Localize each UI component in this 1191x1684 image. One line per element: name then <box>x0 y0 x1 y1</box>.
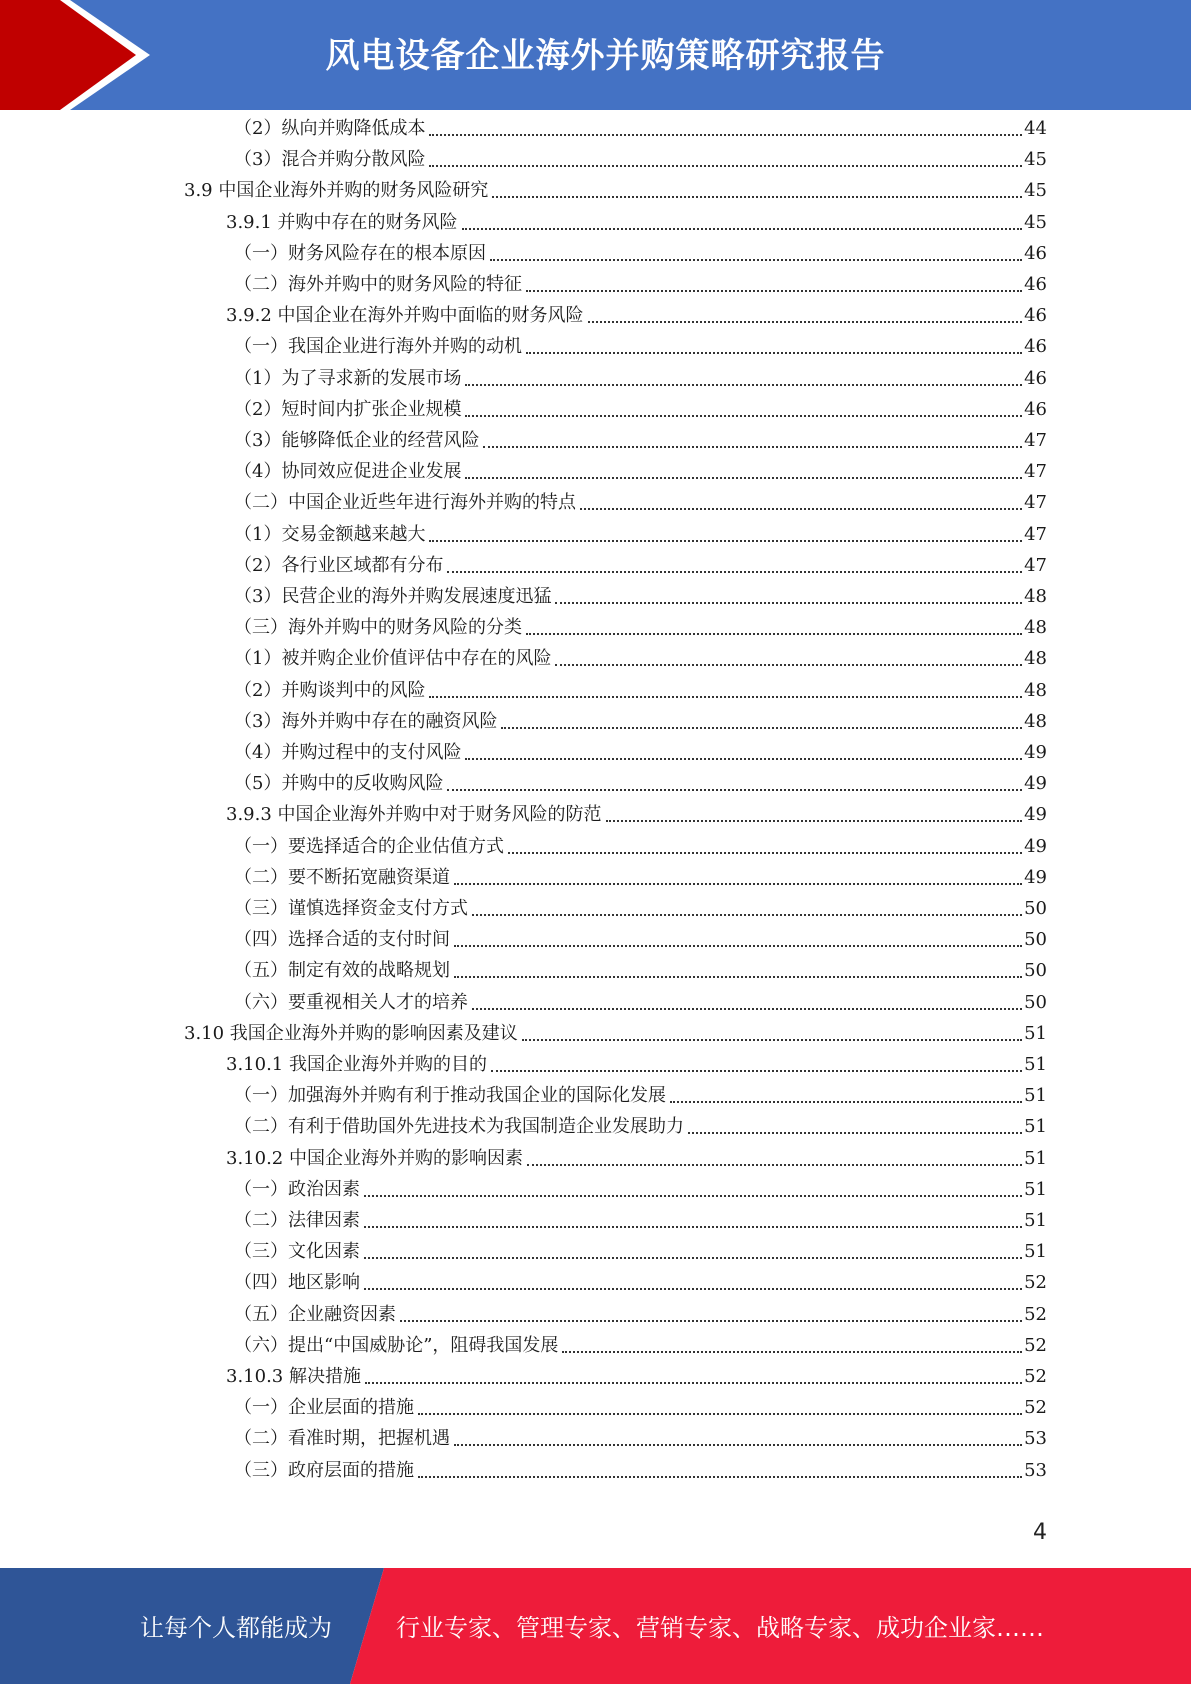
toc-dot-leader <box>606 820 1023 822</box>
toc-dot-leader <box>490 259 1022 261</box>
toc-entry-page: 51 <box>1024 1241 1047 1263</box>
toc-dot-leader <box>562 1351 1022 1353</box>
toc-dot-leader <box>429 540 1022 542</box>
toc-dot-leader <box>447 789 1022 791</box>
toc-entry-label: （四）地区影响 <box>234 1272 360 1294</box>
toc-entry[interactable] <box>234 925 1047 955</box>
toc-entry[interactable] <box>234 863 1047 893</box>
toc-entry-page: 51 <box>1024 1054 1047 1075</box>
toc-dot-leader <box>472 914 1022 916</box>
toc-entry[interactable] <box>234 1175 1047 1205</box>
toc-entry-label: （三）文化因素 <box>234 1241 360 1263</box>
toc-dot-leader <box>465 477 1022 479</box>
toc-entry-label: （4）并购过程中的支付风险 <box>234 742 462 763</box>
toc-entry[interactable] <box>234 457 1047 487</box>
toc-entry[interactable] <box>234 1206 1047 1236</box>
toc-entry-label: （三）政府层面的措施 <box>234 1459 414 1481</box>
toc-dot-leader <box>465 415 1022 417</box>
toc-entry[interactable] <box>234 1456 1047 1486</box>
toc-entry[interactable] <box>234 644 1047 674</box>
toc-entry-page: 47 <box>1024 461 1047 483</box>
toc-entry[interactable] <box>226 301 1047 331</box>
toc-entry[interactable] <box>234 551 1047 581</box>
toc-entry-page: 51 <box>1024 1147 1047 1169</box>
toc-entry-label: 3.9 中国企业海外并购的财务风险研究 <box>184 180 489 202</box>
toc-dot-leader <box>447 571 1022 573</box>
toc-dot-leader <box>400 1320 1022 1322</box>
toc-entry[interactable] <box>234 1081 1047 1111</box>
toc-entry-label: 3.9.3 中国企业海外并购中对于财务风险的防范 <box>226 804 602 826</box>
toc-entry-page: 48 <box>1024 617 1047 639</box>
toc-entry-page: 50 <box>1024 960 1047 982</box>
toc-entry[interactable] <box>234 956 1047 986</box>
toc-entry-page: 46 <box>1024 367 1047 389</box>
toc-entry[interactable] <box>234 488 1047 518</box>
toc-entry[interactable] <box>234 707 1047 737</box>
toc-entry-label: （3）混合并购分散风险 <box>234 149 426 171</box>
toc-entry-label: 3.9.2 中国企业在海外并购中面临的财务风险 <box>226 305 584 327</box>
toc-dot-leader <box>491 1070 1022 1072</box>
toc-dot-leader <box>454 883 1022 885</box>
toc-entry-label: （一）财务风险存在的根本原因 <box>234 242 486 264</box>
toc-entry-page: 46 <box>1024 274 1047 295</box>
page-header <box>0 0 1191 110</box>
toc-entry[interactable] <box>226 1144 1047 1174</box>
toc-entry-page: 53 <box>1024 1428 1047 1450</box>
toc-entry[interactable] <box>234 988 1047 1018</box>
toc-dot-leader <box>588 321 1023 323</box>
toc-dot-leader <box>555 664 1022 666</box>
toc-entry-label: （1）为了寻求新的发展市场 <box>234 367 462 389</box>
toc-entry[interactable] <box>234 395 1047 425</box>
toc-entry[interactable] <box>234 239 1047 269</box>
toc-dot-leader <box>465 758 1022 760</box>
toc-entry-page: 47 <box>1024 523 1047 545</box>
toc-entry-page: 51 <box>1024 1210 1047 1231</box>
page-footer <box>0 1568 1191 1684</box>
toc-entry-page: 49 <box>1024 835 1047 857</box>
toc-dot-leader <box>429 134 1022 136</box>
toc-entry[interactable] <box>184 1019 1047 1049</box>
toc-entry-page: 46 <box>1024 305 1047 327</box>
toc-entry-page: 50 <box>1024 929 1047 951</box>
toc-entry-page: 45 <box>1024 211 1047 233</box>
toc-entry[interactable] <box>234 613 1047 643</box>
toc-entry-page: 52 <box>1024 1303 1047 1325</box>
toc-entry-page: 48 <box>1024 710 1047 732</box>
toc-dot-leader <box>483 446 1022 448</box>
toc-dot-leader <box>454 945 1022 947</box>
page-number: 4 <box>1033 1520 1047 1545</box>
toc-dot-leader <box>364 1195 1022 1197</box>
toc-dot-leader <box>555 602 1022 604</box>
toc-entry-label: （一）要选择适合的企业估值方式 <box>234 835 504 857</box>
toc-entry-label: （二）有利于借助国外先进技术为我国制造企业发展助力 <box>234 1116 684 1138</box>
toc-entry-label: （一）我国企业进行海外并购的动机 <box>234 336 522 358</box>
toc-entry[interactable] <box>234 1237 1047 1267</box>
toc-dot-leader <box>580 508 1022 510</box>
toc-entry-label: （一）企业层面的措施 <box>234 1397 414 1419</box>
toc-entry-label: （二）中国企业近些年进行海外并购的特点 <box>234 492 576 514</box>
toc-entry-page: 47 <box>1024 554 1047 576</box>
toc-entry-label: （一）政治因素 <box>234 1178 360 1200</box>
toc-entry-label: 3.10.3 解决措施 <box>226 1366 361 1387</box>
toc-entry-label: （2）短时间内扩张企业规模 <box>234 398 462 420</box>
toc-entry[interactable] <box>234 832 1047 862</box>
toc-entry-page: 49 <box>1024 742 1047 763</box>
toc-dot-leader <box>526 290 1022 292</box>
toc-entry-label: （二）看准时期，把握机遇 <box>234 1428 450 1450</box>
toc-entry-page: 47 <box>1024 492 1047 514</box>
toc-entry-label: （五）企业融资因素 <box>234 1303 396 1325</box>
toc-entry-page: 45 <box>1024 149 1047 171</box>
toc-entry[interactable] <box>234 582 1047 612</box>
toc-entry[interactable] <box>234 332 1047 362</box>
toc-entry-label: （2）各行业区域都有分布 <box>234 554 444 576</box>
toc-entry[interactable] <box>234 1424 1047 1454</box>
toc-dot-leader <box>365 1382 1022 1384</box>
toc-dot-leader <box>418 1413 1022 1415</box>
toc-entry-page: 50 <box>1024 991 1047 1013</box>
toc-entry[interactable] <box>234 769 1047 799</box>
toc-entry-label: （4）协同效应促进企业发展 <box>234 461 462 483</box>
toc-entry-page: 51 <box>1024 1116 1047 1138</box>
toc-entry[interactable] <box>226 1050 1047 1080</box>
toc-entry[interactable] <box>226 208 1047 238</box>
toc-dot-leader <box>526 352 1022 354</box>
toc-entry-page: 48 <box>1024 586 1047 607</box>
toc-entry-page: 45 <box>1024 180 1047 202</box>
toc-entry-page: 46 <box>1024 336 1047 358</box>
toc-entry[interactable] <box>234 145 1047 175</box>
toc-entry-page: 52 <box>1024 1272 1047 1294</box>
toc-entry-label: （三）海外并购中的财务风险的分类 <box>234 617 522 639</box>
toc-dot-leader <box>526 633 1022 635</box>
toc-entry-page: 51 <box>1024 1178 1047 1200</box>
toc-dot-leader <box>501 727 1022 729</box>
toc-entry-label: （5）并购中的反收购风险 <box>234 773 444 795</box>
toc-entry[interactable] <box>234 1393 1047 1423</box>
toc-entry-label: （二）要不断拓宽融资渠道 <box>234 866 450 888</box>
toc-dot-leader <box>364 1288 1022 1290</box>
toc-dot-leader <box>508 852 1022 854</box>
toc-entry-page: 47 <box>1024 430 1047 451</box>
toc-entry[interactable] <box>234 114 1047 144</box>
toc-entry[interactable] <box>234 676 1047 706</box>
toc-entry-page: 49 <box>1024 866 1047 888</box>
toc-entry[interactable] <box>234 1112 1047 1142</box>
toc-dot-leader <box>688 1132 1022 1134</box>
toc-dot-leader <box>364 1226 1022 1228</box>
toc-entry-page: 52 <box>1024 1397 1047 1419</box>
toc-entry-page: 49 <box>1024 804 1047 826</box>
toc-entry[interactable] <box>234 1300 1047 1330</box>
toc-entry[interactable] <box>226 800 1047 830</box>
toc-entry-page: 52 <box>1024 1366 1047 1387</box>
toc-dot-leader <box>429 696 1022 698</box>
toc-entry[interactable] <box>234 738 1047 768</box>
toc-entry-label: （一）加强海外并购有利于推动我国企业的国际化发展 <box>234 1085 666 1107</box>
toc-entry[interactable] <box>226 1362 1047 1392</box>
toc-entry-page: 51 <box>1024 1022 1047 1044</box>
toc-entry-label: （六）要重视相关人才的培养 <box>234 991 468 1013</box>
toc-entry-page: 48 <box>1024 679 1047 701</box>
toc-entry-label: （四）选择合适的支付时间 <box>234 929 450 951</box>
toc-dot-leader <box>364 1257 1022 1259</box>
toc-entry-page: 50 <box>1024 898 1047 919</box>
toc-entry-label: （3）海外并购中存在的融资风险 <box>234 710 498 732</box>
toc-entry-label: （五）制定有效的战略规划 <box>234 960 450 982</box>
toc-entry-label: （二）法律因素 <box>234 1210 360 1231</box>
toc-entry-page: 46 <box>1024 398 1047 420</box>
toc-entry-page: 49 <box>1024 773 1047 795</box>
toc-entry[interactable] <box>234 364 1047 394</box>
toc-entry[interactable] <box>184 176 1047 206</box>
toc-dot-leader <box>670 1101 1022 1103</box>
toc-entry-label: （3）民营企业的海外并购发展速度迅猛 <box>234 586 552 607</box>
toc-entry-page: 51 <box>1024 1085 1047 1107</box>
toc-entry[interactable] <box>234 894 1047 924</box>
toc-entry-label: （1）交易金额越来越大 <box>234 523 426 545</box>
toc-dot-leader <box>472 1008 1022 1010</box>
toc-entry-label: （3）能够降低企业的经营风险 <box>234 430 480 451</box>
document-title: 风电设备企业海外并购策略研究报告 <box>325 36 886 76</box>
footer-slogan-right: 行业专家、管理专家、营销专家、战略专家、成功企业家…… <box>396 1614 1044 1642</box>
toc-entry-page: 46 <box>1024 242 1047 264</box>
toc-entry[interactable] <box>234 1268 1047 1298</box>
toc-entry-label: 3.9.1 并购中存在的财务风险 <box>226 211 458 233</box>
toc-dot-leader <box>454 976 1022 978</box>
toc-entry-label: （三）谨慎选择资金支付方式 <box>234 898 468 919</box>
toc-dot-leader <box>492 196 1022 198</box>
toc-entry-page: 53 <box>1024 1459 1047 1481</box>
toc-entry[interactable] <box>234 1331 1047 1361</box>
toc-dot-leader <box>418 1476 1022 1478</box>
toc-entry-label: 3.10 我国企业海外并购的影响因素及建议 <box>184 1022 518 1044</box>
toc-entry-page: 48 <box>1024 648 1047 670</box>
toc-entry-label: （1）被并购企业价值评估中存在的风险 <box>234 648 552 670</box>
footer-slogan-left: 让每个人都能成为 <box>140 1614 332 1642</box>
toc-dot-leader <box>522 1039 1022 1041</box>
toc-entry-label: （二）海外并购中的财务风险的特征 <box>234 274 522 295</box>
toc-entry[interactable] <box>234 426 1047 456</box>
toc-entry-label: （2）纵向并购降低成本 <box>234 118 426 139</box>
toc-entry[interactable] <box>234 520 1047 550</box>
toc-dot-leader <box>527 1164 1022 1166</box>
toc-entry[interactable] <box>234 270 1047 300</box>
toc-entry-label: 3.10.2 中国企业海外并购的影响因素 <box>226 1147 523 1169</box>
toc-dot-leader <box>429 165 1022 167</box>
toc-dot-leader <box>465 384 1022 386</box>
toc-entry-page: 52 <box>1024 1334 1047 1356</box>
toc-entry-page: 44 <box>1024 118 1047 139</box>
toc-dot-leader <box>454 1444 1022 1446</box>
toc-entry-label: （2）并购谈判中的风险 <box>234 679 426 701</box>
toc-entry-label: 3.10.1 我国企业海外并购的目的 <box>226 1054 487 1075</box>
toc-dot-leader <box>462 228 1023 230</box>
toc-entry-label: （六）提出“中国威胁论”，阻碍我国发展 <box>234 1334 559 1356</box>
